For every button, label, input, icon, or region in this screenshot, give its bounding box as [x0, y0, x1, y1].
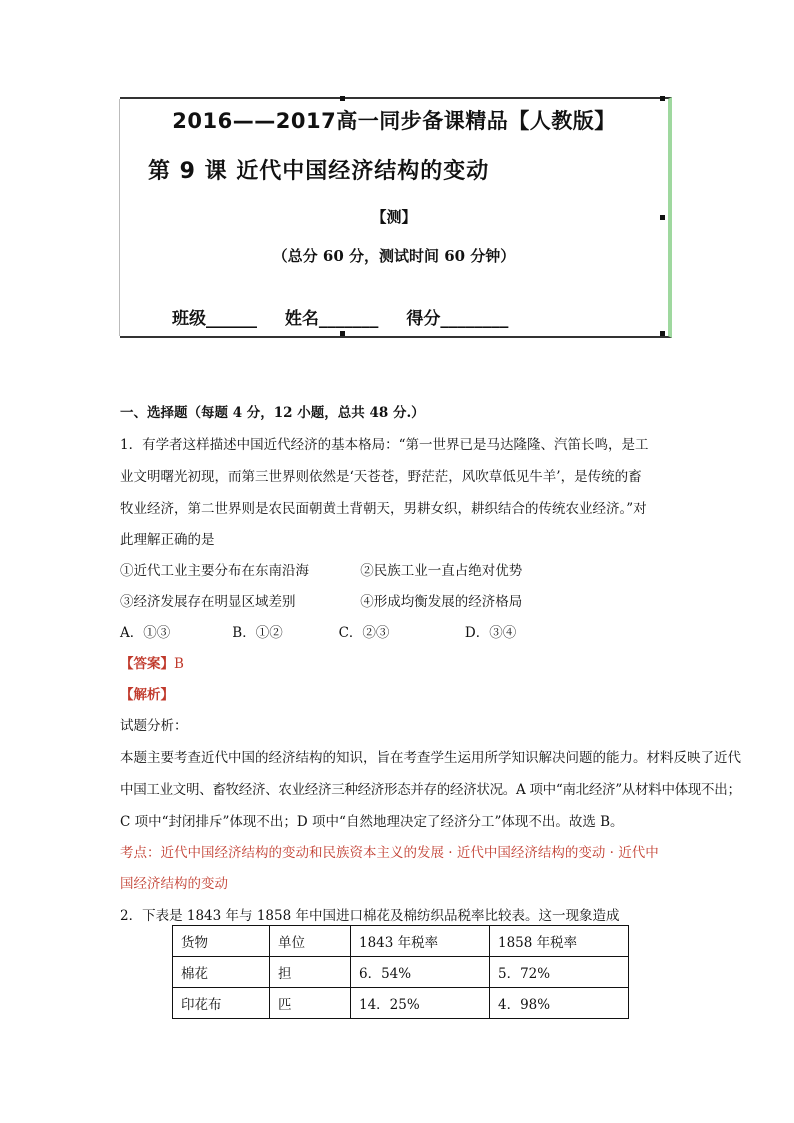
q1-line: 此理解正确的是	[120, 532, 215, 548]
tax-rate-table	[172, 925, 629, 1019]
option-b: B．①②	[232, 625, 283, 641]
q1-options-row	[120, 621, 516, 641]
table-cell: 印花布	[173, 988, 270, 1019]
score-field[interactable]: 得分________	[406, 309, 509, 329]
analysis-line: 中国工业文明、畜牧经济、农业经济三种经济形态并存的经济状况。A 项中“南北经济”从材料中体现不出；	[120, 782, 741, 798]
answer-label: 【答案】	[120, 656, 174, 672]
kaodian-line: 考点：近代中国经济结构的变动和民族资本主义的发展 · 近代中国经济结构的变动 · 近代中	[120, 845, 659, 861]
table-cell: 6．54%	[351, 957, 490, 988]
analysis-line: C 项中“封闭排斥”体现不出；D 项中“自然地理决定了经济分工”体现不出。故选 B。	[120, 814, 624, 830]
section-title: 一、选择题（每题 4 分，12 小题，总共 48 分.）	[120, 405, 425, 421]
table-header-cell: 单位	[270, 926, 351, 957]
statement-2: ②民族工业一直占绝对优势	[360, 563, 523, 579]
table-row	[173, 957, 629, 988]
option-d: D．③④	[464, 625, 517, 641]
table-header-cell: 1858 年税率	[490, 926, 629, 957]
header-title: 2016——2017高一同步备课精品【人教版】	[172, 109, 616, 133]
q1-line: 1．有学者这样描述中国近代经济的基本格局：“第一世界已是马达隆隆、汽笛长鸣，是工	[120, 437, 649, 453]
q1-statements-row	[120, 590, 522, 610]
statement-3: ③经济发展存在明显区域差别	[120, 594, 296, 610]
table-cell: 匹	[270, 988, 351, 1019]
table-cell: 担	[270, 957, 351, 988]
student-fields	[172, 304, 530, 329]
statement-4: ④形成均衡发展的经济格局	[360, 594, 523, 610]
answer-line	[120, 652, 680, 672]
table-header-row	[173, 926, 629, 957]
analysis-label: 【解析】	[120, 687, 174, 703]
resize-handle[interactable]	[660, 331, 665, 336]
answer-value: B	[174, 656, 184, 672]
analysis-line: 本题主要考查近代中国的经济结构的知识，旨在考查学生运用所学知识解决问题的能力。材料反映了近代	[120, 750, 741, 766]
q1-statements-row	[120, 559, 522, 579]
statement-1: ①近代工业主要分布在东南沿海	[120, 563, 309, 579]
table-cell: 4．98%	[490, 988, 629, 1019]
lesson-title: 第 9 课 近代中国经济结构的变动	[148, 159, 490, 184]
resize-handle[interactable]	[660, 96, 665, 101]
option-c: C．②③	[338, 625, 390, 641]
resize-handle[interactable]	[340, 331, 345, 336]
title-header-box	[120, 97, 672, 338]
table-row	[173, 988, 629, 1019]
q1-line: 牧业经济，第二世界则是农民面朝黄土背朝天，男耕女织，耕织结合的传统农业经济。”对	[120, 501, 647, 517]
analysis-intro: 试题分析：	[120, 718, 188, 734]
table-cell: 5．72%	[490, 957, 629, 988]
resize-handle[interactable]	[340, 96, 345, 101]
table-cell: 棉花	[173, 957, 270, 988]
table-cell: 14．25%	[351, 988, 490, 1019]
table-header-cell: 货物	[173, 926, 270, 957]
score-info: （总分 60 分，测试时间 60 分钟）	[272, 247, 516, 265]
table-header-cell: 1843 年税率	[351, 926, 490, 957]
q2-stem: 2．下表是 1843 年与 1858 年中国进口棉花及棉纺织品税率比较表。这一现象造成	[120, 908, 620, 924]
kaodian-line: 国经济结构的变动	[120, 876, 228, 892]
option-a: A．①③	[120, 625, 171, 641]
class-field[interactable]: 班级______	[172, 309, 257, 329]
test-mark: 【测】	[371, 208, 417, 226]
name-field[interactable]: 姓名_______	[284, 309, 379, 329]
q1-line: 业文明曙光初现，而第三世界则依然是‘天苍苍，野茫茫，风吹草低见牛羊’，是传统的畜	[120, 469, 642, 485]
